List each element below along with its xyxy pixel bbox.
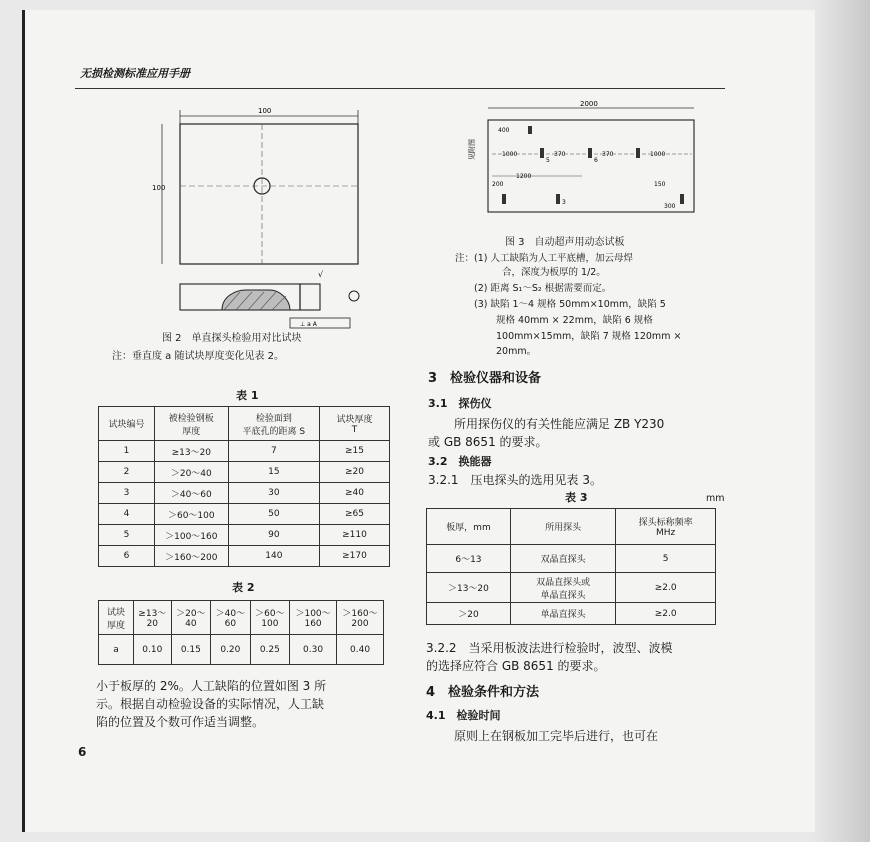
fig3-dim-370b: 370 <box>602 151 614 158</box>
section-3-2-2-text-1: 3.2.2 当采用板波法进行检验时，波型、波模 <box>426 641 673 655</box>
fig3-dim-total: 2000 <box>580 100 598 108</box>
running-header: 无损检测标准应用手册 <box>80 67 190 80</box>
t2-header: ＞160～ 200 <box>337 601 384 635</box>
section-4-1-text: 原则上在钢板加工完毕后进行，也可在 <box>454 729 659 743</box>
fig3-note-3: (2) 距离 S₁～S₂ 根据需要而定。 <box>474 283 612 294</box>
t3-header: 所用探头 <box>510 509 615 545</box>
left-text-line-1: 小于板厚的 2%。人工缺陷的位置如图 3 所 <box>96 679 327 693</box>
fig3-mark-3: 3 <box>562 199 566 206</box>
table-row: 1 ≥13～20 7 ≥15 <box>99 441 390 462</box>
section-3-1-text-1: 所用探伤仪的有关性能应满足 ZB Y230 <box>454 417 665 431</box>
fig3-dim-1000b: 1000 <box>650 151 666 158</box>
table-row: 6 ＞160～200 140 ≥170 <box>99 546 390 567</box>
fig3-note-2: 合，深度为板厚的 1/2。 <box>502 267 606 278</box>
header-rule <box>75 88 725 89</box>
t1-header: 检验面到 平底孔的距离 S <box>228 407 319 441</box>
table-1 <box>98 406 390 567</box>
t1-header: 试块编号 <box>99 407 155 441</box>
t2-header: ≥13～ 20 <box>134 601 172 635</box>
fig2-dim-top: 100 <box>258 107 272 115</box>
t2-header: ＞20～ 40 <box>171 601 211 635</box>
section-3-2-heading: 3.2 换能器 <box>428 455 492 468</box>
fig3-note-6: 100mm×15mm，缺陷 7 规格 120mm × <box>496 331 682 342</box>
fig3-dim-300: 300 <box>664 203 676 210</box>
svg-text:√: √ <box>318 270 324 279</box>
t2-header: ＞60～ 100 <box>250 601 290 635</box>
fig3-dim-200: 200 <box>492 181 504 188</box>
section-3-2-1-text: 3.2.1 压电探头的选用见表 3。 <box>428 473 602 487</box>
section-4-1-heading: 4.1 检验时间 <box>426 709 501 722</box>
fig3-note-5: 规格 40mm × 22mm，缺陷 6 规格 <box>496 315 653 326</box>
table-3 <box>426 508 716 625</box>
fig3-dim-1200: 1200 <box>516 173 532 180</box>
left-text-line-3: 陷的位置及个数可作适当调整。 <box>96 715 265 729</box>
t3-header: 板厚，mm <box>427 509 511 545</box>
t1-header: 被检验钢板 厚度 <box>154 407 228 441</box>
fig3-dim-1000a: 1000 <box>502 151 518 158</box>
section-3-2-2-text-2: 的选择应符合 GB 8651 的要求。 <box>426 659 606 673</box>
table-row: ＞13～20 双晶直探头或 单晶直探头 ≥2.0 <box>427 573 716 603</box>
figure-3-caption: 图 3 自动超声用动态试板 <box>505 237 625 248</box>
figure-2-caption: 图 2 单直探头检验用对比试块 <box>162 333 302 344</box>
table-row: 4 ＞60～100 50 ≥65 <box>99 504 390 525</box>
table-row: 6～13 双晶直探头 5 <box>427 545 716 573</box>
fig3-note-4: (3) 缺陷 1～4 规格 50mm×10mm，缺陷 5 <box>474 299 666 310</box>
fig3-dim-370a: 370 <box>554 151 566 158</box>
page-number: 6 <box>78 745 87 759</box>
table-row: 5 ＞100～160 90 ≥110 <box>99 525 390 546</box>
fig2-dim-side: 100 <box>152 184 166 192</box>
svg-text:⊥ a A: ⊥ a A <box>300 321 317 328</box>
section-4-heading: 4 检验条件和方法 <box>426 685 540 700</box>
table-row: ＞20 单晶直探头 ≥2.0 <box>427 603 716 625</box>
fig3-mark-5: 5 <box>546 157 550 164</box>
fig3-note-7: 20mm。 <box>496 346 537 357</box>
table-2 <box>98 600 384 665</box>
t2-header: ＞100～ 160 <box>290 601 337 635</box>
table-1-title: 表 1 <box>236 389 259 402</box>
table-2-title: 表 2 <box>232 581 255 594</box>
t1-header: 试块厚度 T <box>320 407 390 441</box>
section-3-1-heading: 3.1 探伤仪 <box>428 397 492 410</box>
left-text-line-2: 示。根据自动检验设备的实际情况，人工缺 <box>96 697 325 711</box>
figure-2-note: 注：垂直度 a 随试块厚度变化见表 2。 <box>112 351 285 362</box>
scan-edge-shadow <box>810 0 870 842</box>
fig3-mark-6: 6 <box>594 157 598 164</box>
section-3-1-text-2: 或 GB 8651 的要求。 <box>428 435 548 449</box>
figure-3-drawing <box>462 98 712 228</box>
fig3-dim-400: 400 <box>498 127 510 134</box>
table-row: 2 ＞20～40 15 ≥20 <box>99 462 390 483</box>
section-3-heading: 3 检验仪器和设备 <box>428 371 542 386</box>
t2-header: ＞40～ 60 <box>211 601 251 635</box>
t2-header: 试块 厚度 <box>99 601 134 635</box>
figure-2-drawing <box>140 100 380 340</box>
table-3-unit: mm <box>706 493 725 504</box>
fig3-note-1: 注：(1) 人工缺陷为人工平底槽，加云母焊 <box>455 253 633 264</box>
fig3-dim-150: 150 <box>654 181 666 188</box>
table-row: a 0.10 0.15 0.20 0.25 0.30 0.40 <box>99 635 384 665</box>
fig3-vertical-label: 见附图 <box>468 139 476 160</box>
table-row: 3 ＞40～60 30 ≥40 <box>99 483 390 504</box>
t3-header: 探头标称频率 MHz <box>616 509 716 545</box>
table-3-title: 表 3 <box>565 491 588 504</box>
